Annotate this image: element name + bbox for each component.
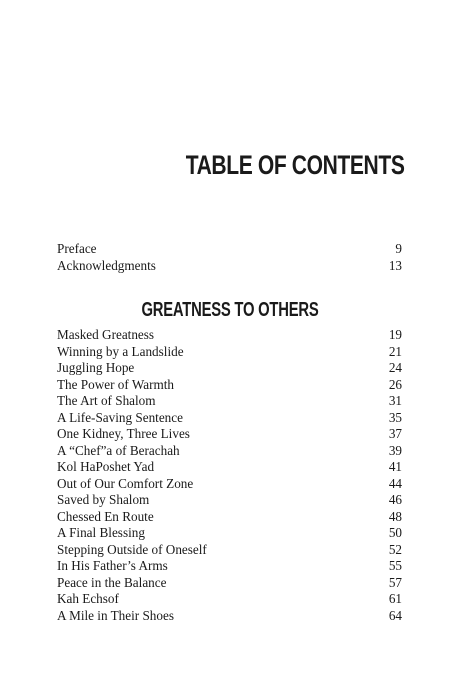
- toc-entry-page: 41: [388, 459, 402, 474]
- toc-entry-page: 61: [388, 591, 402, 606]
- toc-entry: [57, 476, 402, 493]
- toc-entry: [57, 525, 402, 542]
- toc-entry: [57, 426, 402, 443]
- toc-entry: [57, 575, 402, 592]
- toc-entry-title: A Final Blessing: [57, 525, 145, 540]
- toc-entry-title: Out of Our Comfort Zone: [57, 475, 194, 491]
- toc-entry-page: 48: [388, 508, 402, 524]
- toc-entry: [57, 608, 402, 625]
- toc-entry-page: 24: [388, 360, 402, 375]
- toc-entry-title: Winning by a Landslide: [57, 343, 184, 359]
- section-entries-list: [57, 327, 402, 624]
- toc-entry: [57, 360, 402, 377]
- section-title: GREATNESS TO OTHERS: [141, 299, 319, 321]
- toc-entry-page: 37: [388, 426, 402, 441]
- toc-entry: [57, 492, 402, 509]
- toc-entry-title: Chessed En Route: [57, 508, 154, 524]
- toc-entry: [57, 241, 402, 258]
- toc-entry-title: In His Father’s Arms: [57, 558, 168, 573]
- toc-entry-title: Peace in the Balance: [57, 574, 167, 590]
- toc-entry-title: Acknowledgments: [57, 257, 156, 273]
- toc-entry-title: Stepping Outside of Oneself: [57, 541, 207, 557]
- toc-entry-title: The Power of Warmth: [57, 376, 174, 392]
- toc-entry-title: The Art of Shalom: [57, 393, 156, 408]
- toc-entry: [57, 377, 402, 394]
- toc-entry: [57, 258, 402, 275]
- toc-entry-title: One Kidney, Three Lives: [57, 426, 190, 441]
- toc-entry: [57, 509, 402, 526]
- toc-entry-page: 46: [388, 492, 402, 507]
- toc-entry-page: 64: [388, 607, 402, 623]
- toc-entry-page: 35: [388, 409, 402, 425]
- toc-entry: [57, 591, 402, 608]
- toc-entry-title: Masked Greatness: [57, 327, 155, 342]
- toc-entry: [57, 410, 402, 427]
- toc-entry-page: 13: [388, 257, 402, 273]
- toc-entry-title: A Life-Saving Sentence: [57, 409, 183, 425]
- toc-entry-title: Kol HaPoshet Yad: [57, 459, 155, 474]
- toc-entry-title: A “Chef”a of Berachah: [57, 442, 180, 458]
- toc-entry-page: 19: [388, 327, 402, 342]
- toc-entry: [57, 459, 402, 476]
- toc-entry-page: 26: [388, 376, 402, 392]
- toc-entry-page: 44: [388, 475, 402, 491]
- toc-entry: [57, 542, 402, 559]
- toc-entry: [57, 393, 402, 410]
- toc-entry-title: Preface: [57, 241, 97, 256]
- toc-entry-page: 50: [388, 525, 402, 540]
- page-title: TABLE OF CONTENTS: [185, 150, 404, 180]
- toc-entry-page: 52: [388, 541, 402, 557]
- front-matter-list: [57, 241, 402, 274]
- toc-entry-title: A Mile in Their Shoes: [57, 607, 174, 623]
- toc-entry-page: 21: [388, 343, 402, 359]
- toc-entry: [57, 558, 402, 575]
- toc-entry: [57, 327, 402, 344]
- toc-entry-page: 39: [388, 442, 402, 458]
- toc-entry-title: Saved by Shalom: [57, 492, 150, 507]
- toc-entry-page: 57: [388, 574, 402, 590]
- toc-entry-page: 55: [388, 558, 402, 573]
- toc-entry-title: Kah Echsof: [57, 591, 119, 606]
- toc-entry: [57, 344, 402, 361]
- toc-entry-title: Juggling Hope: [57, 360, 135, 375]
- toc-entry: [57, 443, 402, 460]
- toc-entry-page: 31: [388, 393, 402, 408]
- toc-entry-page: 9: [395, 241, 402, 256]
